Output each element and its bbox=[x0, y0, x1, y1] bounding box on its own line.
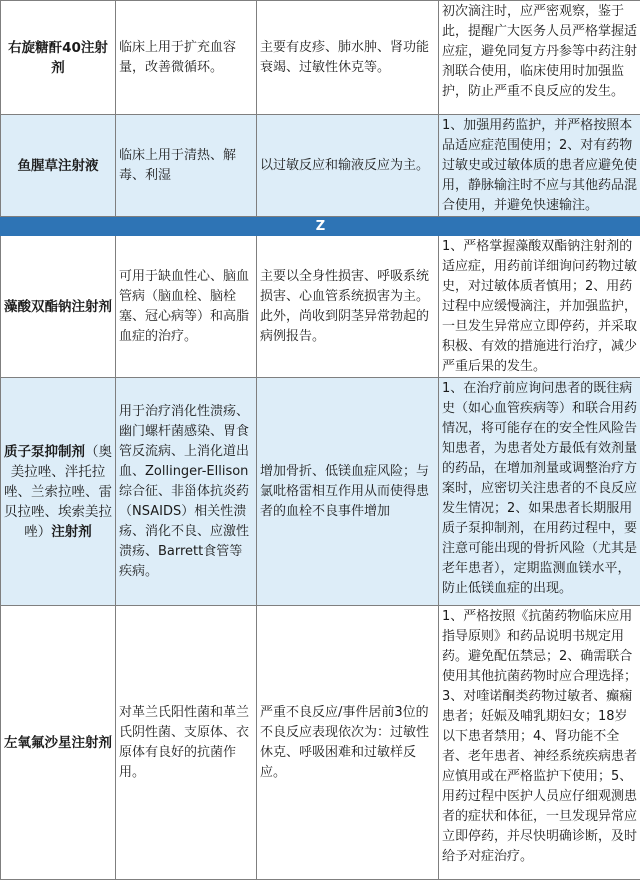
drug-precautions: 初次滴注时，应严密观察，鉴于此，提醒广大医务人员严格掌握适应症，避免同复方丹参等中药注射剂联合使用，临床使用时加强监护，防止严重不良反应的发生。 bbox=[439, 1, 640, 115]
drug-indication: 可用于缺血性心、脑血管病（脑血栓、脑栓塞、冠心病等）和高脂血症的治疗。 bbox=[116, 236, 257, 378]
drug-indication: 临床上用于扩充血容量，改善微循环。 bbox=[116, 1, 257, 115]
table-row bbox=[1, 236, 640, 378]
drug-adverse-reaction: 主要以全身性损害、呼吸系统损害、心血管系统损害为主。此外，尚收到阴茎异常勃起的病例报告。 bbox=[257, 236, 439, 378]
drug-name: 右旋糖酐40注射剂 bbox=[1, 1, 116, 115]
table-row bbox=[1, 378, 640, 606]
drug-adverse-reaction: 主要有皮疹、肺水肿、肾功能衰竭、过敏性休克等。 bbox=[257, 1, 439, 115]
drug-name bbox=[1, 378, 116, 606]
drug-name: 藻酸双酯钠注射剂 bbox=[1, 236, 116, 378]
table-row bbox=[1, 115, 640, 217]
table-row bbox=[1, 1, 640, 115]
drug-precautions: 1、严格掌握藻酸双酯钠注射剂的适应症，用药前详细询问药物过敏史，对过敏体质者慎用；2、用药过程中应缓慢滴注，并加强监护，一旦发生异常应立即停药，并采取积极、有效的措施进行治疗，减少严重后果的发生。 bbox=[439, 236, 640, 378]
section-letter-row bbox=[1, 217, 640, 236]
drug-indication: 临床上用于清热、解毒、利湿 bbox=[116, 115, 257, 217]
section-letter: Z bbox=[1, 217, 640, 236]
drug-precautions: 1、严格按照《抗菌药物临床应用指导原则》和药品说明书规定用药。避免配伍禁忌；2、确需联合使用其他抗菌药物时应合理选择；3、对喹诺酮类药物过敏者、癫痫患者；妊娠及哺乳期妇女；18岁以下患者禁用；4、肾功能不全者、老年患者、神经系统疾病患者应慎用或在严格监护下使用；5、用药过程中医护人员应仔细观测患者的症状和体征，一旦发现异常应立即停药，并尽快明确诊断，及时给予对症治疗。 bbox=[439, 606, 640, 880]
drug-indication: 用于治疗消化性溃疡、幽门螺杆菌感染、胃食管反流病、上消化道出血、Zollinger-Ellison综合征、非甾体抗炎药（NSAIDS）相关性溃疡、消化不良、应激性溃疡、Barrett食管等疾病。 bbox=[116, 378, 257, 606]
drug-adverse-reaction: 以过敏反应和输液反应为主。 bbox=[257, 115, 439, 217]
drug-precautions: 1、在治疗前应询问患者的既往病史（如心血管疾病等）和联合用药情况，将可能存在的安全性风险告知患者，为患者处方最低有效剂量的药品，在增加剂量或调整治疗方案时，应密切关注患者的不良反应发生情况；2、如果患者长期服用质子泵抑制剂，在用药过程中，要注意可能出现的骨折风险（尤其是老年患者），定期监测血镁水平，防止低镁血症的出现。 bbox=[439, 378, 640, 606]
drug-adverse-reaction: 增加骨折、低镁血症风险；与氯吡格雷相互作用从而使得患者的血栓不良事件增加 bbox=[257, 378, 439, 606]
drug-precautions: 1、加强用药监护，并严格按照本品适应症范围使用；2、对有药物过敏史或过敏体质的患者应避免使用，静脉输注时不应与其他药品混合使用，并避免快速输注。 bbox=[439, 115, 640, 217]
drug-name-main: 质子泵抑制剂 bbox=[4, 444, 85, 460]
drug-name: 鱼腥草注射液 bbox=[1, 115, 116, 217]
drug-name: 左氧氟沙星注射剂 bbox=[1, 606, 116, 880]
drug-adverse-reaction: 严重不良反应/事件居前3位的不良反应表现依次为：过敏性休克、呼吸困难和过敏样反应。 bbox=[257, 606, 439, 880]
table-row bbox=[1, 606, 640, 880]
drug-name-tail: 注射剂 bbox=[51, 524, 92, 540]
drug-name-paren: （奥美拉唑、泮托拉唑、兰索拉唑、雷贝拉唑、埃索美拉唑） bbox=[4, 444, 112, 540]
drug-indication: 对革兰氏阳性菌和革兰氏阴性菌、支原体、衣原体有良好的抗菌作用。 bbox=[116, 606, 257, 880]
